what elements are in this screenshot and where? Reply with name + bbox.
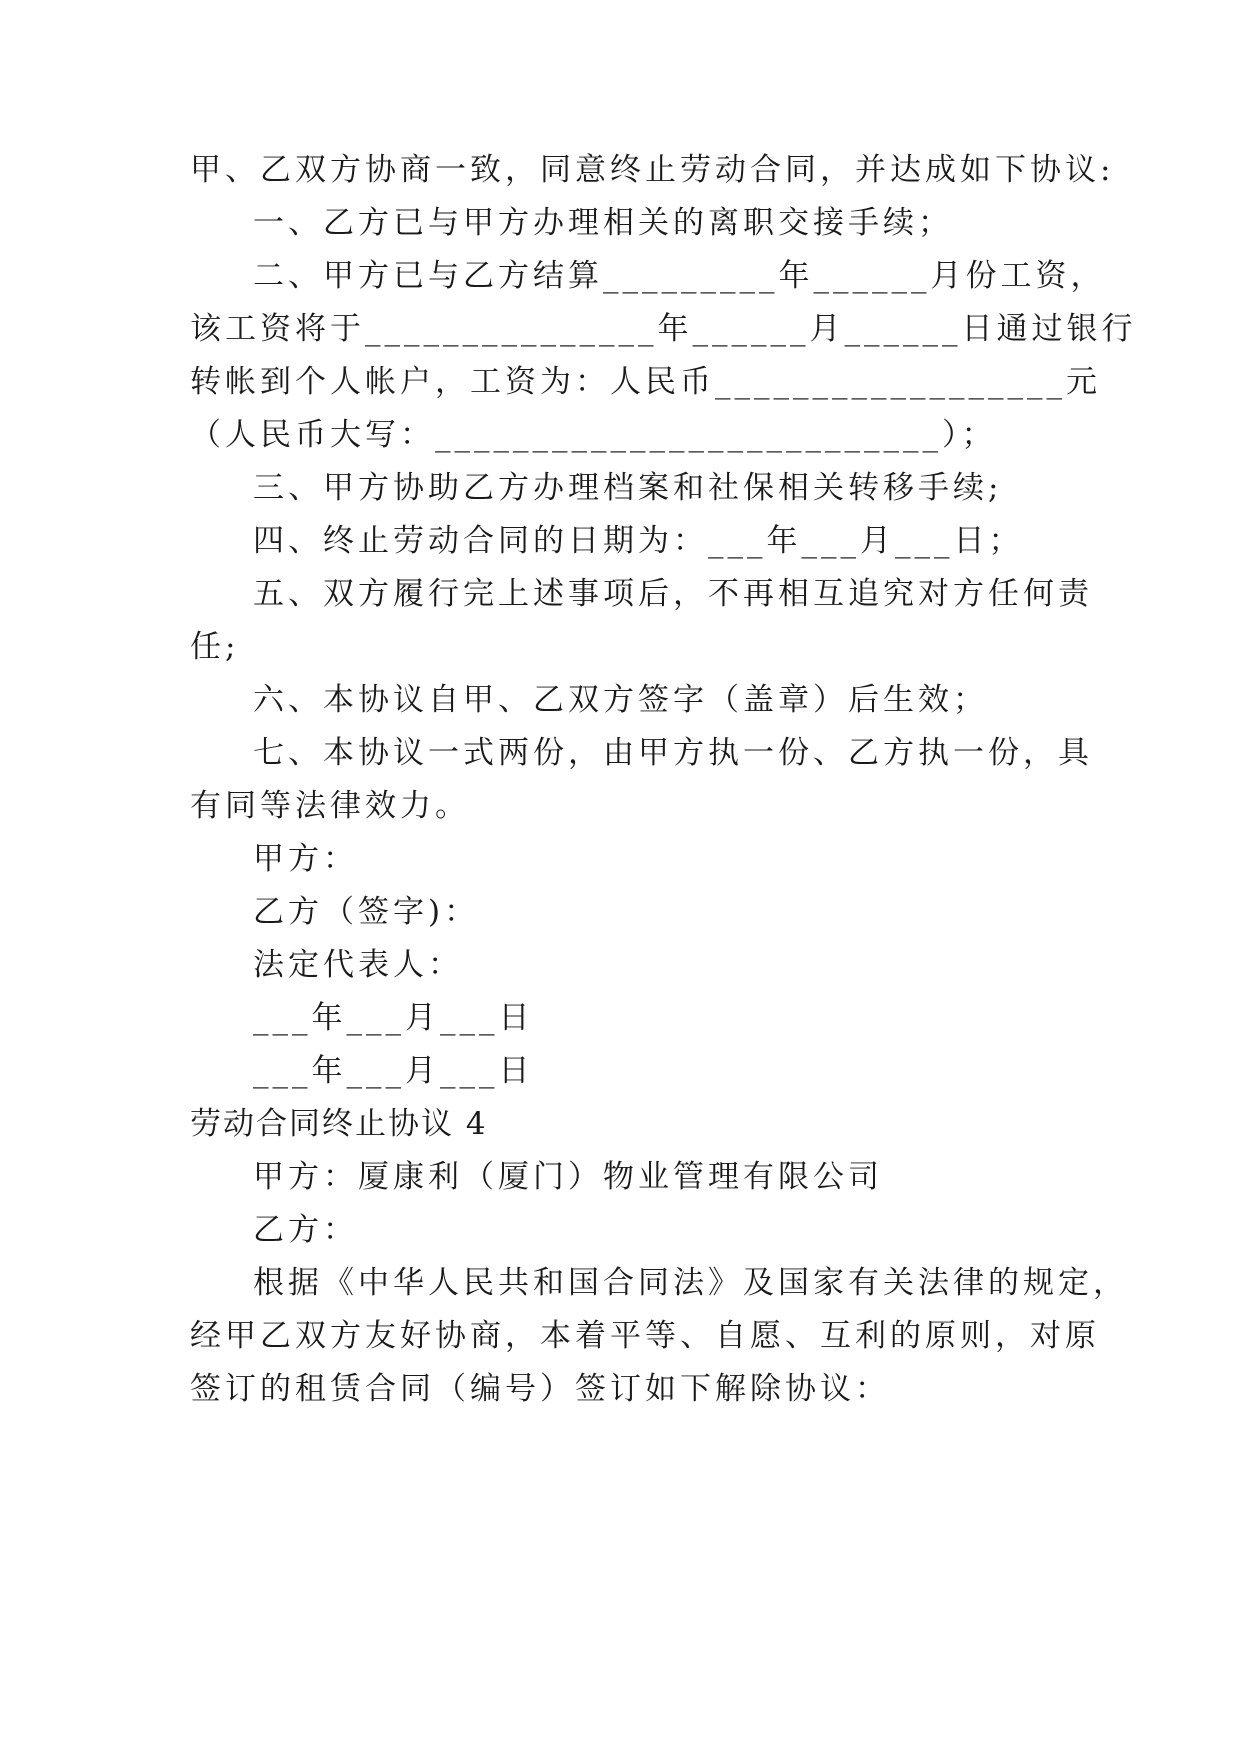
date-line-1: ___年___月___日 [253, 1000, 534, 1036]
agreement-intro: 甲、乙双方协商一致，同意终止劳动合同，并达成如下协议: [190, 152, 1115, 188]
legal-basis-line-2: 经甲乙双方友好协商，本着平等、自愿、互利的原则，对原 [190, 1318, 1100, 1354]
section-title: 劳动合同终止协议 4 [190, 1106, 488, 1142]
party-a-signature: 甲方： [253, 841, 358, 877]
legal-basis-paragraph: 根据《中华人民共和国合同法》及国家有关法律的规定， [253, 1265, 1128, 1301]
clause-2-line-4: （人民币大写：__________________________）； [190, 417, 997, 453]
clause-4: 四、终止劳动合同的日期为：___年___月___日； [253, 523, 1024, 559]
clause-2: 二、甲方已与乙方结算_________年______月份工资， [253, 258, 1106, 294]
clause-7: 七、本协议一式两份，由甲方执一份、乙方执一份，具 [253, 735, 1093, 771]
legal-representative: 法定代表人： [253, 947, 463, 983]
clause-7-line-2: 有同等法律效力。 [190, 788, 470, 824]
clause-5: 五、双方履行完上述事项后，不再相互追究对方任何责 [253, 576, 1093, 612]
party-a-name: 甲方：厦康利（厦门）物业管理有限公司 [253, 1159, 883, 1195]
legal-basis-line-3: 签订的租赁合同（编号）签订如下解除协议： [190, 1371, 890, 1407]
clause-3: 三、甲方协助乙方办理档案和社保相关转移手续; [253, 470, 1003, 506]
clause-1: 一、乙方已与甲方办理相关的离职交接手续； [253, 205, 953, 241]
party-b-signature: 乙方（签字)： [253, 894, 480, 930]
clause-6: 六、本协议自甲、乙双方签字（盖章）后生效； [253, 682, 988, 718]
date-line-2: ___年___月___日 [253, 1053, 534, 1089]
clause-2-line-2: 该工资将于_______________年______月______日通过银行 [190, 311, 1137, 347]
clause-2-line-3: 转帐到个人帐户，工资为：人民币__________________元 [190, 364, 1101, 400]
party-b-name: 乙方： [253, 1212, 358, 1248]
clause-5-line-2: 任; [190, 629, 240, 665]
